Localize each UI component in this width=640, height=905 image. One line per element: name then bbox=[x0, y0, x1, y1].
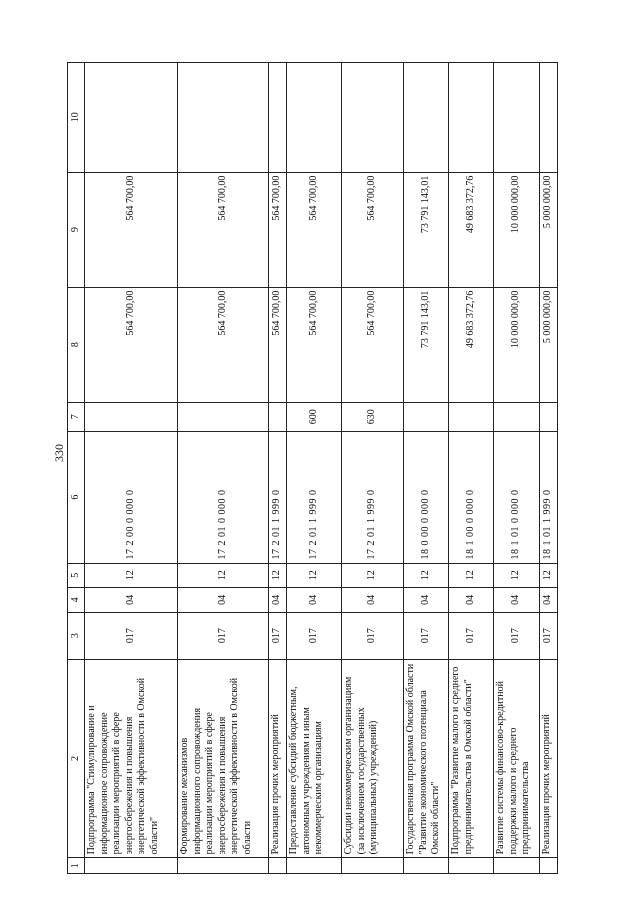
table-row bbox=[449, 63, 494, 874]
section-code: 04 bbox=[404, 588, 449, 613]
ministry-code: 017 bbox=[178, 612, 269, 659]
subsection-code: 12 bbox=[494, 563, 540, 588]
amount-col9: 564 700,00 bbox=[287, 172, 342, 287]
item-name: Развитие системы финансово-кредитной поддержки малого и среднего предпринимательства bbox=[494, 659, 540, 858]
ministry-code: 017 bbox=[269, 612, 287, 659]
amount-col8: 5 000 000,00 bbox=[540, 287, 558, 402]
item-name: Государственная программа Омской области "Развитие экономического потенциала Омской области" bbox=[404, 659, 449, 858]
amount-col9: 5 000 000,00 bbox=[540, 172, 558, 287]
section-code: 04 bbox=[85, 588, 178, 613]
table-row bbox=[287, 63, 342, 874]
subsection-code: 12 bbox=[449, 563, 494, 588]
expense-type bbox=[449, 402, 494, 431]
ministry-code: 017 bbox=[540, 612, 558, 659]
target-article-code: 18 1 01 0 000 0 bbox=[494, 431, 540, 563]
amount-col8: 564 700,00 bbox=[287, 287, 342, 402]
amount-col9: 564 700,00 bbox=[178, 172, 269, 287]
header-cell: 9 bbox=[68, 172, 85, 287]
row-number bbox=[449, 858, 494, 874]
expense-type bbox=[404, 402, 449, 431]
subsection-code: 12 bbox=[178, 563, 269, 588]
ministry-code: 017 bbox=[449, 612, 494, 659]
amount-col8: 564 700,00 bbox=[85, 287, 178, 402]
subsection-code: 12 bbox=[287, 563, 342, 588]
ministry-code: 017 bbox=[85, 612, 178, 659]
expense-type bbox=[178, 402, 269, 431]
item-name: Подпрограмма "Развитие малого и среднего предпринимательства в Омской области" bbox=[449, 659, 494, 858]
amount-col8: 564 700,00 bbox=[178, 287, 269, 402]
row-number bbox=[404, 858, 449, 874]
table-row bbox=[85, 63, 178, 874]
header-cell: 6 bbox=[68, 431, 85, 563]
subsection-code: 12 bbox=[269, 563, 287, 588]
row-number bbox=[540, 858, 558, 874]
table-row bbox=[178, 63, 269, 874]
expense-type bbox=[85, 402, 178, 431]
table-row bbox=[540, 63, 558, 874]
table-row bbox=[269, 63, 287, 874]
row-number bbox=[494, 858, 540, 874]
amount-col8: 564 700,00 bbox=[342, 287, 404, 402]
header-cell: 10 bbox=[68, 63, 85, 173]
amount-col10 bbox=[540, 63, 558, 173]
header-cell: 8 bbox=[68, 287, 85, 402]
expense-type: 600 bbox=[287, 402, 342, 431]
amount-col8: 49 683 372,76 bbox=[449, 287, 494, 402]
header-row bbox=[68, 63, 85, 874]
target-article-code: 18 1 00 0 000 0 bbox=[449, 431, 494, 563]
target-article-code: 17 2 01 1 999 0 bbox=[269, 431, 287, 563]
target-article-code: 18 1 01 1 999 0 bbox=[540, 431, 558, 563]
amount-col10 bbox=[449, 63, 494, 173]
amount-col8: 564 700,00 bbox=[269, 287, 287, 402]
header-cell: 3 bbox=[68, 612, 85, 659]
item-name: Реализация прочих мероприятий bbox=[540, 659, 558, 858]
row-number bbox=[287, 858, 342, 874]
subsection-code: 12 bbox=[342, 563, 404, 588]
header-cell: 2 bbox=[68, 659, 85, 858]
section-code: 04 bbox=[269, 588, 287, 613]
amount-col8: 10 000 000,00 bbox=[494, 287, 540, 402]
section-code: 04 bbox=[449, 588, 494, 613]
amount-col9: 564 700,00 bbox=[342, 172, 404, 287]
item-name: Подпрограмма "Стимулирование и информационное сопровождение реализации мероприятий в сфере энергосбережения и повышения энергетической эффективности в Омской области" bbox=[85, 659, 178, 858]
target-article-code: 17 2 00 0 000 0 bbox=[85, 431, 178, 563]
subsection-code: 12 bbox=[85, 563, 178, 588]
expense-type bbox=[540, 402, 558, 431]
target-article-code: 17 2 01 1 999 0 bbox=[287, 431, 342, 563]
amount-col10 bbox=[404, 63, 449, 173]
ministry-code: 017 bbox=[287, 612, 342, 659]
section-code: 04 bbox=[494, 588, 540, 613]
subsection-code: 12 bbox=[540, 563, 558, 588]
amount-col10 bbox=[494, 63, 540, 173]
ministry-code: 017 bbox=[404, 612, 449, 659]
amount-col10 bbox=[85, 63, 178, 173]
row-number bbox=[269, 858, 287, 874]
item-name: Субсидии некоммерческим организациям (за исключением государственных (муниципальных) учреждений) bbox=[342, 659, 404, 858]
amount-col9: 564 700,00 bbox=[85, 172, 178, 287]
amount-col10 bbox=[342, 63, 404, 173]
target-article-code: 18 0 00 0 000 0 bbox=[404, 431, 449, 563]
rotated-page bbox=[67, 62, 568, 874]
amount-col10 bbox=[178, 63, 269, 173]
item-name: Формирование механизмов информационного сопровождения реализации мероприятий в сфере энергосбережения и повышения энергетической эффективности в Омской области bbox=[178, 659, 269, 858]
row-number bbox=[342, 858, 404, 874]
target-article-code: 17 2 01 1 999 0 bbox=[342, 431, 404, 563]
amount-col10 bbox=[269, 63, 287, 173]
item-name: Предоставление субсидий бюджетным, автономным учреждениям и иным некоммерческим организациям bbox=[287, 659, 342, 858]
section-code: 04 bbox=[287, 588, 342, 613]
header-cell: 5 bbox=[68, 563, 85, 588]
amount-col9: 564 700,00 bbox=[269, 172, 287, 287]
budget-table bbox=[67, 62, 558, 874]
table-row bbox=[342, 63, 404, 874]
table-row bbox=[404, 63, 449, 874]
header-cell: 7 bbox=[68, 402, 85, 431]
page-number: 330 bbox=[52, 444, 66, 462]
row-number bbox=[85, 858, 178, 874]
expense-type bbox=[269, 402, 287, 431]
table-row bbox=[494, 63, 540, 874]
header-cell: 4 bbox=[68, 588, 85, 613]
section-code: 04 bbox=[540, 588, 558, 613]
amount-col9: 73 791 143,01 bbox=[404, 172, 449, 287]
expense-type: 630 bbox=[342, 402, 404, 431]
amount-col8: 73 791 143,01 bbox=[404, 287, 449, 402]
amount-col9: 49 683 372,76 bbox=[449, 172, 494, 287]
section-code: 04 bbox=[178, 588, 269, 613]
section-code: 04 bbox=[342, 588, 404, 613]
row-number bbox=[178, 858, 269, 874]
expense-type bbox=[494, 402, 540, 431]
ministry-code: 017 bbox=[494, 612, 540, 659]
amount-col10 bbox=[287, 63, 342, 173]
subsection-code: 12 bbox=[404, 563, 449, 588]
item-name: Реализация прочих мероприятий bbox=[269, 659, 287, 858]
ministry-code: 017 bbox=[342, 612, 404, 659]
header-cell: 1 bbox=[68, 858, 85, 874]
amount-col9: 10 000 000,00 bbox=[494, 172, 540, 287]
target-article-code: 17 2 01 0 000 0 bbox=[178, 431, 269, 563]
